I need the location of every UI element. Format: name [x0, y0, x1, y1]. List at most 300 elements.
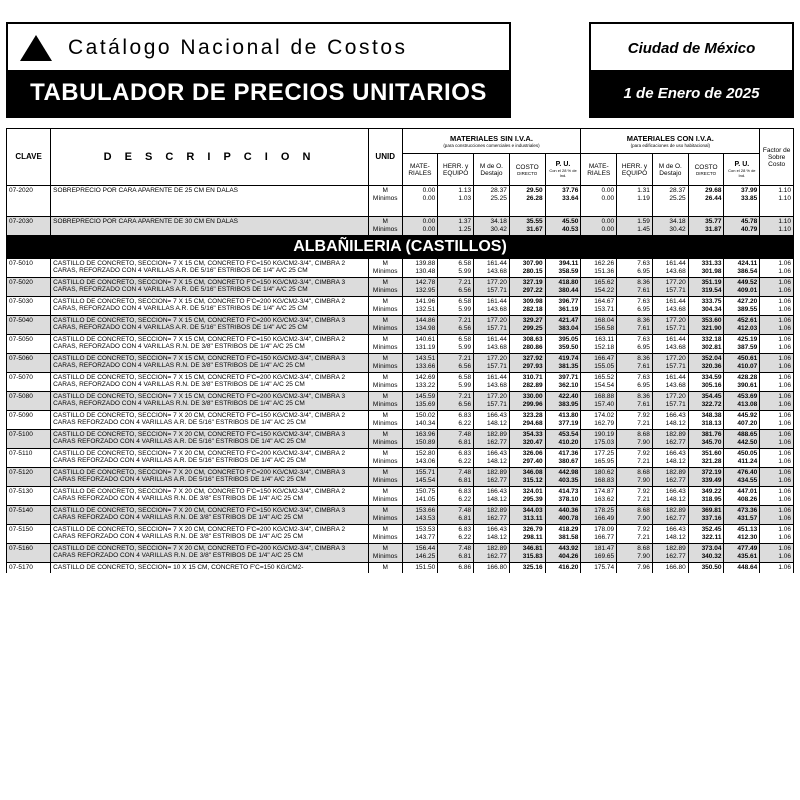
cell-herr-con-value: 7.96 [637, 563, 650, 571]
cell-materiales-con-value: 190.19 [594, 430, 615, 438]
cell-pu-sin-value: 383.95 [558, 400, 579, 408]
cell-pu-sin-value: 419.74 [558, 354, 579, 362]
cell-pu-con-value: 434.55 [737, 476, 758, 484]
cell-pu-con [724, 315, 760, 334]
cell-herr-sin-value: 6.56 [458, 362, 472, 370]
cell-factor [760, 524, 794, 543]
cell-mano-con-value: 143.68 [665, 381, 686, 389]
cell-mano-sin-value: 30.42 [490, 225, 507, 233]
cell-pu-sin [545, 429, 581, 448]
table-header [7, 129, 794, 186]
cell-costo-sin-value: 323.28 [522, 411, 543, 419]
table-row [7, 448, 794, 467]
cell-herr-sin-value: 7.21 [458, 316, 472, 324]
col-clave: CLAVE [7, 129, 51, 186]
cell-materiales-con-value: 165.62 [594, 278, 615, 286]
cell-herr-sin-value: 6.58 [458, 297, 472, 305]
cell-herr-con-value: 7.61 [637, 362, 650, 370]
cell-materiales-sin-value: 141.96 [415, 297, 436, 305]
cell-pu-sin [545, 258, 581, 277]
item-unit [368, 296, 402, 315]
price-table [6, 128, 794, 573]
cell-materiales-sin [402, 296, 438, 315]
cell-materiales-con-value: 174.02 [594, 411, 615, 419]
cell-factor [760, 334, 794, 353]
item-unit [368, 562, 402, 573]
cell-mano-con-value: 177.20 [665, 392, 686, 400]
cell-materiales-sin-value: 142.78 [415, 278, 436, 286]
cell-mano-sin-value: 177.20 [486, 316, 507, 324]
cell-costo-con-value: 301.98 [701, 267, 722, 275]
cell-materiales-con [581, 467, 617, 486]
item-unit [368, 543, 402, 562]
cell-herr-sin-value: 6.81 [458, 552, 472, 560]
cell-pu-con-value: 450.05 [737, 449, 758, 457]
cell-materiales-sin [402, 277, 438, 296]
cell-mano-sin-value: 25.25 [490, 195, 507, 202]
row-spacer [7, 204, 794, 216]
cell-factor-value: 1.06 [778, 324, 791, 332]
cell-materiales-sin-value: 140.61 [415, 335, 436, 343]
cell-pu-con-value: 389.55 [737, 305, 758, 313]
cell-herr-sin-value: 6.83 [458, 449, 472, 457]
item-unit-value: Mínimos [372, 552, 398, 560]
cell-materiales-sin-value: 131.19 [415, 343, 436, 351]
cell-pu-sin-value: 378.10 [558, 495, 579, 503]
table-row [7, 315, 794, 334]
cell-pu-sin-value: 418.29 [558, 525, 579, 533]
cell-materiales-sin-value: 144.86 [415, 316, 436, 324]
cell-costo-sin-value: 29.50 [526, 187, 543, 194]
cell-pu-sin-value: 33.64 [562, 195, 579, 202]
cell-costo-sin [509, 334, 545, 353]
cell-herr-sin-value: 6.58 [458, 259, 472, 267]
cell-costo-sin-value: 326.06 [522, 449, 543, 457]
item-code: 07-5050 [7, 334, 51, 353]
cell-costo-con-value: 318.95 [701, 495, 722, 503]
item-code: 07-5130 [7, 486, 51, 505]
cell-materiales-sin-value: 140.34 [415, 419, 436, 427]
cell-costo-con-value: 351.19 [701, 278, 722, 286]
cell-materiales-con [581, 410, 617, 429]
cell-mano-con-value: 157.71 [665, 400, 686, 408]
cell-costo-con-value: 35.77 [705, 217, 722, 225]
cell-herr-con [617, 186, 653, 205]
cell-factor-value: 1.06 [778, 506, 791, 514]
cell-herr-con-value: 7.61 [637, 400, 650, 408]
cell-costo-con [688, 543, 724, 562]
cell-costo-con [688, 296, 724, 315]
spacer-cell [509, 204, 545, 216]
item-description: CASTILLO DE CONCRETO, SECCION= 7 X 15 CM, CONCRETO F'C=200 KG/CM2-3/4", CIMBRA 2 CARAS, REFORZADO CON 4 VARILLAS A.R. DE 5/16" ESTRIBOS DE 1/4" A/C 25 CM [51, 296, 369, 315]
cell-pu-con [724, 486, 760, 505]
col-pu-con-sub: Con el 28 % de Ind. [728, 168, 756, 178]
cell-pu-con-value: 473.36 [737, 506, 758, 514]
cell-herr-sin [438, 391, 474, 410]
cell-herr-con-value: 7.90 [637, 476, 650, 484]
cell-costo-sin [509, 216, 545, 235]
cell-herr-con-value: 1.31 [637, 187, 650, 194]
cell-materiales-sin-value: 0.00 [422, 195, 436, 202]
cell-materiales-sin [402, 372, 438, 391]
item-unit-value: Mínimos [372, 381, 398, 389]
cell-costo-con [688, 216, 724, 235]
cell-herr-con-value: 6.95 [637, 267, 650, 275]
cell-materiales-con-value: 156.58 [594, 324, 615, 332]
item-description: CASTILLO DE CONCRETO, SECCION= 7 X 15 CM, CONCRETO F'C=150 KG/CM2-3/4", CIMBRA 2 CARAS, REFORZADO CON 4 VARILLAS R.N. DE 3/8" ESTRIBOS DE 1/4" A/C 25 CM [51, 334, 369, 353]
item-unit [368, 315, 402, 334]
table-row [7, 410, 794, 429]
spacer-cell [368, 204, 402, 216]
cell-mano-con [652, 391, 688, 410]
cell-mano-sin [474, 391, 510, 410]
cell-pu-sin-value: 383.04 [558, 324, 579, 332]
cell-materiales-sin-value: 156.44 [415, 544, 436, 552]
table-row [7, 524, 794, 543]
item-description: CASTILLO DE CONCRETO, SECCION= 10 X 15 CM, CONCRETO F'C=150 KG/CM2- [51, 562, 369, 573]
cell-herr-sin-value: 7.21 [458, 354, 472, 362]
item-code: 07-5030 [7, 296, 51, 315]
cell-mano-con-value: 143.68 [665, 305, 686, 313]
col-descripcion: D E S C R I P C I O N [51, 129, 369, 186]
cell-herr-sin [438, 296, 474, 315]
cell-costo-con [688, 448, 724, 467]
col-costo-sin [509, 154, 545, 186]
section-title: ALBAÑILERIA (CASTILLOS) [7, 235, 794, 258]
spacer-cell [474, 204, 510, 216]
table-row [7, 429, 794, 448]
cell-mano-con-value: 177.20 [665, 278, 686, 286]
cell-costo-sin [509, 315, 545, 334]
cell-materiales-sin-value: 0.00 [422, 225, 436, 233]
cell-factor-value: 1.10 [778, 217, 791, 225]
cell-mano-con-value: 157.71 [665, 286, 686, 294]
cell-mano-sin-value: 143.68 [486, 343, 507, 351]
cell-costo-sin-value: 298.11 [523, 533, 543, 541]
cell-costo-con-value: 321.28 [701, 457, 722, 465]
cell-pu-sin-value: 395.05 [558, 335, 579, 343]
cell-herr-con-value: 6.95 [637, 381, 650, 389]
cell-herr-sin-value: 5.99 [458, 305, 472, 313]
cell-pu-sin-value: 416.20 [558, 563, 579, 571]
group-sin-iva-note: (para construcciones comerciales e industriales) [443, 142, 540, 148]
item-unit-value: M [382, 297, 388, 305]
cell-materiales-con-value: 0.00 [601, 187, 615, 194]
item-code: 07-2020 [7, 186, 51, 205]
table-row [7, 186, 794, 205]
cell-herr-sin-value: 6.58 [458, 335, 472, 343]
cell-mano-con [652, 186, 688, 205]
cell-mano-sin-value: 182.89 [486, 430, 507, 438]
cell-costo-sin-value: 320.47 [522, 438, 543, 446]
cell-costo-con [688, 410, 724, 429]
cell-costo-con [688, 391, 724, 410]
cell-costo-con [688, 277, 724, 296]
cell-herr-con-value: 7.63 [637, 259, 650, 267]
cell-materiales-con-value: 175.74 [594, 563, 615, 571]
cell-mano-con [652, 505, 688, 524]
cell-costo-con-value: 322.72 [701, 400, 722, 408]
cell-mano-sin [474, 543, 510, 562]
col-costo-sin-label: COSTO [515, 163, 539, 171]
item-code: 07-5150 [7, 524, 51, 543]
cell-costo-sin [509, 562, 545, 573]
cell-herr-sin [438, 277, 474, 296]
cell-herr-con-value: 7.92 [637, 525, 650, 533]
main-title: TABULADOR DE PRECIOS UNITARIOS [8, 70, 509, 116]
cell-pu-sin [545, 296, 581, 315]
cell-materiales-con [581, 296, 617, 315]
cell-herr-sin [438, 372, 474, 391]
table-row [7, 353, 794, 372]
cell-pu-con-value: 413.08 [737, 400, 758, 408]
cell-costo-con-value: 333.75 [701, 297, 722, 305]
cell-herr-con [617, 334, 653, 353]
cell-materiales-con-value: 168.88 [594, 392, 615, 400]
cell-pu-con-value: 33.85 [740, 195, 758, 202]
cell-pu-sin-value: 421.47 [558, 316, 579, 324]
cell-mano-sin-value: 157.71 [486, 324, 507, 332]
cell-mano-sin [474, 448, 510, 467]
cell-materiales-sin-value: 132.95 [415, 286, 436, 294]
cell-costo-sin-value: 327.92 [522, 354, 543, 362]
item-unit-value: Mínimos [372, 476, 398, 484]
col-materiales-con: MATE-RIALES [581, 154, 617, 186]
cell-herr-con [617, 467, 653, 486]
cell-pu-sin-value: 380.67 [558, 457, 579, 465]
cell-mano-sin [474, 467, 510, 486]
spacer-cell [581, 204, 617, 216]
cell-herr-con-value: 7.21 [637, 495, 650, 503]
cell-costo-sin-value: 309.98 [522, 297, 543, 305]
cell-materiales-con [581, 258, 617, 277]
cell-factor-value: 1.06 [778, 316, 791, 324]
item-unit [368, 486, 402, 505]
cell-costo-con-value: 319.54 [701, 286, 722, 294]
item-unit-value: Mínimos [372, 400, 398, 408]
cell-materiales-con-value: 166.47 [594, 354, 615, 362]
cell-mano-sin-value: 161.44 [486, 373, 507, 381]
cell-costo-con-value: 353.60 [701, 316, 722, 324]
col-pu-sin-label: P. U. [555, 161, 571, 168]
cell-costo-sin [509, 258, 545, 277]
item-description: SOBREPRECIO POR CARA APARENTE DE 30 CM EN DALAS [51, 216, 369, 235]
cell-materiales-con-value: 157.40 [594, 400, 615, 408]
cell-mano-sin-value: 143.68 [486, 267, 507, 275]
cell-pu-con [724, 353, 760, 372]
cell-mano-sin-value: 28.37 [490, 187, 507, 194]
cell-pu-con-value: 428.28 [737, 373, 758, 381]
cell-factor [760, 486, 794, 505]
cell-pu-con-value: 409.01 [737, 286, 758, 294]
cell-pu-sin-value: 417.36 [558, 449, 579, 457]
cell-pu-sin [545, 562, 581, 573]
cell-pu-con-value: 451.13 [737, 525, 758, 533]
item-unit [368, 391, 402, 410]
cell-factor-value: 1.06 [778, 373, 791, 381]
cell-factor-value: 1.06 [778, 468, 791, 476]
cell-costo-sin-value: 313.11 [523, 514, 543, 522]
cell-pu-sin [545, 448, 581, 467]
cell-herr-con [617, 216, 653, 235]
item-description: CASTILLO DE CONCRETO, SECCION= 7 X 20 CM, CONCRETO F'C=150 KG/CM2-3/4", CIMBRA 3 CARAS REFORZADO CON 4 VARILLAS R.N. DE 3/8" ESTRIBOS DE 1/4" A/C 25 CM [51, 505, 369, 524]
cell-herr-sin-value: 1.37 [458, 217, 472, 225]
cell-factor-value: 1.06 [778, 525, 791, 533]
item-description: CASTILLO DE CONCRETO, SECCION= 7 X 15 CM, CONCRETO F'C=200 KG/CM2-3/4", CIMBRA 3 CARAS, REFORZADO CON 4 VARILLAS R.N. DE 3/8" ESTRIBOS DE 1/4" A/C 25 CM [51, 391, 369, 410]
cell-materiales-con-value: 178.25 [594, 506, 615, 514]
cell-materiales-con [581, 524, 617, 543]
cell-herr-con-value: 1.59 [637, 217, 650, 225]
cell-pu-con [724, 334, 760, 353]
cell-materiales-sin-value: 145.59 [415, 392, 436, 400]
cell-factor-value: 1.06 [778, 354, 791, 362]
cell-costo-con-value: 31.87 [705, 225, 722, 233]
cell-materiales-sin-value: 153.66 [415, 506, 436, 514]
cell-costo-sin-value: 280.15 [522, 267, 543, 275]
col-factor: Factor de Sobre Costo [760, 129, 794, 186]
cell-costo-sin-value: 329.27 [522, 316, 543, 324]
item-description: CASTILLO DE CONCRETO, SECCION= 7 X 15 CM, CONCRETO F'C=150 KG/CM2-3/4", CIMBRA 3 CARAS, REFORZADO CON 4 VARILLAS A.R. DE 5/16" ESTRIBOS DE 1/4" A/C 25 CM [51, 277, 369, 296]
cell-herr-con [617, 315, 653, 334]
cell-materiales-sin-value: 133.66 [415, 362, 436, 370]
cell-mano-con-value: 166.43 [665, 411, 686, 419]
item-code: 07-5120 [7, 467, 51, 486]
item-description: CASTILLO DE CONCRETO, SECCION= 7 X 20 CM, CONCRETO F'C=200 KG/CM2-3/4", CIMBRA 3 CARAS REFORZADO CON 4 VARILLAS A.R. DE 5/16" ESTRIBOS DE 1/4" A/C 25 CM [51, 467, 369, 486]
cell-costo-sin-value: 330.00 [522, 392, 543, 400]
cell-materiales-sin [402, 486, 438, 505]
cell-materiales-con [581, 372, 617, 391]
cell-materiales-sin [402, 410, 438, 429]
cell-materiales-con-value: 152.18 [594, 343, 615, 351]
cell-factor-value: 1.06 [778, 392, 791, 400]
cell-pu-con-value: 407.20 [737, 419, 758, 427]
item-description: SOBREPRECIO POR CARA APARENTE DE 25 CM EN DALAS [51, 186, 369, 205]
cell-herr-sin-value: 6.22 [458, 419, 472, 427]
cell-costo-sin-value: 346.81 [522, 544, 543, 552]
cell-mano-con [652, 334, 688, 353]
cell-herr-con-value: 8.68 [637, 544, 650, 552]
cell-pu-con [724, 372, 760, 391]
cell-herr-sin [438, 258, 474, 277]
cell-materiales-con-value: 165.52 [594, 373, 615, 381]
cell-herr-sin [438, 186, 474, 205]
item-unit-value: Mínimos [372, 495, 398, 503]
cell-pu-sin [545, 391, 581, 410]
cell-materiales-sin-value: 143.06 [415, 457, 436, 465]
cell-pu-con-value: 435.61 [737, 552, 758, 560]
cell-pu-sin-value: 442.98 [558, 468, 579, 476]
cell-costo-sin-value: 307.90 [522, 259, 543, 267]
table-row [7, 486, 794, 505]
cell-pu-sin [545, 372, 581, 391]
cell-mano-sin [474, 334, 510, 353]
cell-materiales-con-value: 163.62 [594, 495, 615, 503]
cell-pu-con-value: 445.92 [737, 411, 758, 419]
cell-pu-sin-value: 413.80 [558, 411, 579, 419]
item-unit [368, 505, 402, 524]
cell-materiales-con-value: 155.05 [594, 362, 615, 370]
cell-pu-sin [545, 505, 581, 524]
cell-materiales-con-value: 180.62 [594, 468, 615, 476]
cell-costo-con [688, 562, 724, 573]
col-costo-con [688, 154, 724, 186]
cell-pu-con-value: 431.57 [737, 514, 758, 522]
cell-mano-con-value: 161.44 [665, 259, 686, 267]
cell-costo-sin-value: 31.67 [526, 225, 543, 233]
item-unit-value: M [382, 411, 388, 419]
cell-factor-value: 1.06 [778, 438, 791, 446]
cell-mano-con-value: 162.77 [665, 514, 686, 522]
cell-materiales-con [581, 391, 617, 410]
cell-mano-con [652, 448, 688, 467]
item-unit-value: M [382, 354, 388, 362]
cell-costo-con [688, 467, 724, 486]
cell-herr-sin-value: 6.22 [458, 457, 472, 465]
cell-pu-sin-value: 410.20 [558, 438, 579, 446]
cell-costo-con-value: 369.81 [701, 506, 722, 514]
cell-herr-con-value: 7.63 [637, 297, 650, 305]
item-unit-value: M [382, 187, 388, 194]
item-unit-value: M [382, 278, 388, 286]
cell-factor-value: 1.06 [778, 400, 791, 408]
cell-mano-con [652, 296, 688, 315]
cell-costo-sin [509, 296, 545, 315]
cell-costo-sin-value: 344.03 [522, 506, 543, 514]
cell-herr-sin-value: 5.99 [458, 381, 472, 389]
item-unit-value: Mínimos [372, 305, 398, 313]
cell-herr-con-value: 7.21 [637, 533, 650, 541]
cell-costo-con [688, 334, 724, 353]
cell-factor-value: 1.06 [778, 487, 791, 495]
cell-costo-sin-value: 326.79 [522, 525, 543, 533]
cell-factor [760, 277, 794, 296]
cell-pu-con-value: 427.20 [737, 297, 758, 305]
cell-costo-con-value: 304.34 [701, 305, 722, 313]
cell-costo-sin-value: 282.89 [522, 381, 543, 389]
cell-pu-con-value: 45.78 [740, 217, 758, 225]
item-unit-value: M [382, 563, 388, 571]
cell-materiales-sin-value: 151.50 [415, 563, 436, 571]
cell-materiales-con [581, 543, 617, 562]
location-header [589, 22, 794, 118]
cell-mano-sin [474, 524, 510, 543]
cell-costo-sin-value: 324.01 [522, 487, 543, 495]
cell-costo-con-value: 29.68 [705, 187, 722, 194]
item-unit [368, 353, 402, 372]
cell-costo-con [688, 353, 724, 372]
cell-mano-sin-value: 162.77 [486, 552, 507, 560]
cell-mano-sin-value: 34.18 [490, 217, 507, 225]
spacer-cell [688, 204, 724, 216]
cell-herr-con-value: 1.45 [637, 225, 650, 233]
cell-materiales-con-value: 169.65 [594, 552, 615, 560]
cell-factor [760, 543, 794, 562]
cell-mano-con-value: 148.12 [665, 457, 686, 465]
cell-herr-sin [438, 216, 474, 235]
cell-herr-con-value: 8.36 [637, 354, 650, 362]
cell-pu-con-value: 408.26 [737, 495, 758, 503]
cell-costo-con-value: 372.19 [701, 468, 722, 476]
cell-costo-sin [509, 524, 545, 543]
cell-materiales-con [581, 186, 617, 205]
cell-pu-con [724, 429, 760, 448]
cell-mano-con [652, 315, 688, 334]
cell-costo-con-value: 337.16 [701, 514, 722, 522]
table-row [7, 543, 794, 562]
cell-herr-sin [438, 448, 474, 467]
cell-herr-con [617, 543, 653, 562]
city-label: Ciudad de México [627, 39, 756, 57]
